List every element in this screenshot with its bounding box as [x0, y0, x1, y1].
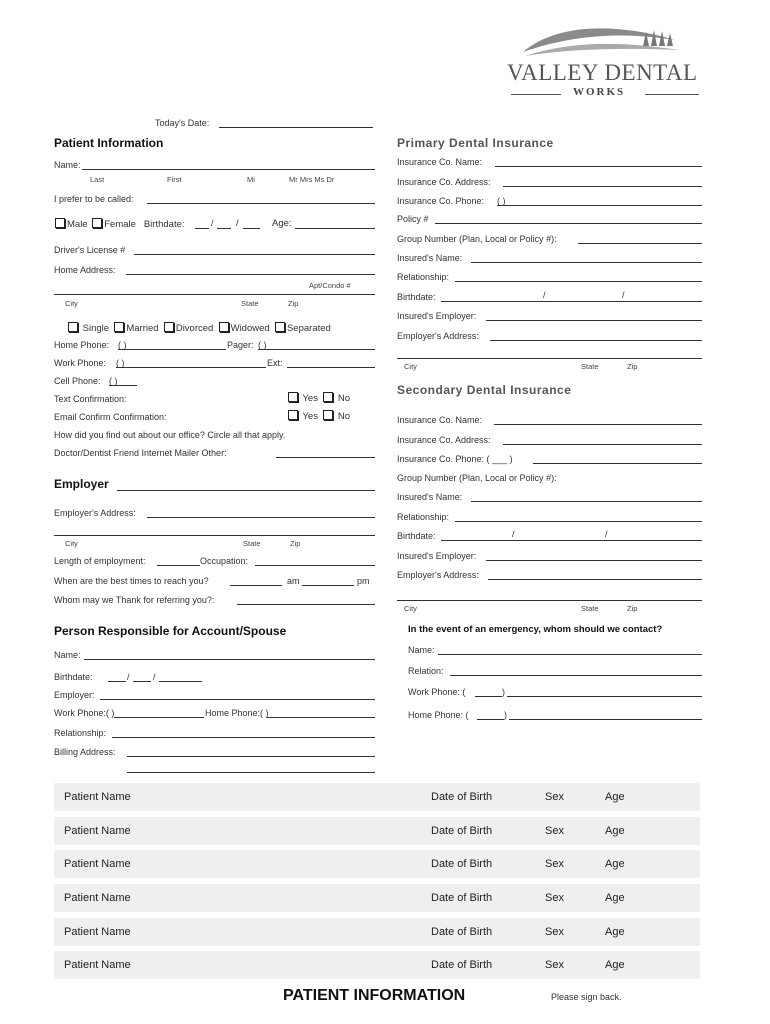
- sex-birth-row: [55, 218, 185, 230]
- patient-name-cell: Patient Name: [64, 892, 131, 904]
- emg-relation-field[interactable]: [450, 675, 702, 676]
- pri-policy-field[interactable]: [435, 223, 702, 224]
- female-label: Female: [104, 219, 136, 230]
- cell-phone-label: Cell Phone:: [54, 376, 101, 386]
- resp-name-field[interactable]: [84, 659, 375, 660]
- text-conf-options: [288, 392, 350, 404]
- yes-label: Yes: [302, 393, 318, 404]
- widowed-checkbox[interactable]: [219, 322, 229, 332]
- birth-day-field[interactable]: [217, 228, 231, 229]
- footer-title: PATIENT INFORMATION: [283, 987, 466, 1004]
- married-checkbox[interactable]: [114, 322, 124, 332]
- slash: /: [543, 290, 546, 300]
- billing-label: Billing Address:: [54, 747, 116, 757]
- prefer-field[interactable]: [147, 203, 375, 204]
- home-address-label: Home Address:: [54, 265, 116, 275]
- responsible-title: Person Responsible for Account/Spouse: [54, 624, 287, 638]
- home-phone-label: Home Phone:: [54, 340, 110, 350]
- single-label: Single: [82, 323, 110, 334]
- emg-work-area-field[interactable]: [475, 696, 502, 697]
- cell-phone-field[interactable]: [109, 385, 137, 386]
- logo-sub: WORKS: [573, 86, 626, 98]
- city-line[interactable]: [54, 294, 375, 295]
- sec-insured-employer-field[interactable]: [486, 560, 702, 561]
- last-caption: Last: [90, 175, 105, 184]
- sec-co-name-field[interactable]: [494, 424, 702, 425]
- age-cell: Age: [605, 825, 625, 837]
- pri-group-field[interactable]: [578, 243, 702, 244]
- logo-name: VALLEY DENTAL: [507, 60, 698, 85]
- pager-paren: ( ): [258, 340, 267, 350]
- sign-note: Please sign back.: [551, 992, 622, 1002]
- name-field[interactable]: [82, 169, 375, 170]
- pri-city-line[interactable]: [397, 358, 702, 359]
- widowed-label: Widowed: [230, 323, 270, 334]
- pri-group-label: Group Number (Plan, Local or Policy #):: [397, 234, 557, 244]
- resp-work-phone-field[interactable]: [114, 717, 204, 718]
- pri-insured-name-field[interactable]: [471, 262, 702, 263]
- resp-employer-label: Employer:: [54, 690, 95, 700]
- slash: /: [236, 218, 239, 228]
- mi-caption: Mi: [247, 175, 255, 184]
- prefer-label: I prefer to be called:: [54, 194, 134, 204]
- pri-co-address-field[interactable]: [503, 186, 702, 187]
- ext-label: Ext:: [267, 358, 283, 368]
- city-caption: City: [65, 299, 78, 308]
- divorced-checkbox[interactable]: [164, 322, 174, 332]
- primary-title: Primary Dental Insurance: [397, 136, 554, 150]
- patient-name-cell: Patient Name: [64, 926, 131, 938]
- sex-cell: Sex: [545, 892, 564, 904]
- pri-birthdate-label: Birthdate:: [397, 292, 436, 302]
- resp-work-phone-label: Work Phone:( ): [54, 708, 115, 718]
- sex-cell: Sex: [545, 858, 564, 870]
- pri-policy-label: Policy #: [397, 214, 429, 224]
- sec-birthdate-label: Birthdate:: [397, 531, 436, 541]
- male-label: Male: [67, 219, 88, 230]
- emg-work-phone-label: Work Phone: (: [408, 687, 466, 697]
- paren-close: ): [504, 710, 507, 720]
- resp-birthdate-label: Birthdate:: [54, 672, 93, 682]
- billing-field[interactable]: [127, 756, 375, 757]
- birth-month-field[interactable]: [195, 228, 209, 229]
- text-conf-label: Text Confirmation:: [54, 394, 127, 404]
- resp-name-label: Name:: [54, 650, 81, 660]
- sec-birthdate-field[interactable]: [441, 540, 702, 541]
- zip-caption: Zip: [290, 539, 301, 548]
- age-label: Age:: [272, 218, 292, 229]
- pri-co-address-label: Insurance Co. Address:: [397, 177, 491, 187]
- sec-insured-name-label: Insured's Name:: [397, 492, 463, 502]
- birthdate-label: Birthdate:: [143, 219, 185, 230]
- pri-co-phone-paren: ( ): [497, 196, 506, 206]
- age-cell: Age: [605, 892, 625, 904]
- sec-co-phone-label: Insurance Co. Phone: ( ___ ): [397, 454, 513, 464]
- email-conf-options: [288, 410, 350, 422]
- am-field[interactable]: [230, 585, 282, 586]
- slash: /: [605, 529, 608, 539]
- pri-employer-address-field[interactable]: [490, 340, 702, 341]
- sec-co-address-field[interactable]: [503, 444, 702, 445]
- separated-checkbox[interactable]: [275, 322, 285, 332]
- dob-cell: Date of Birth: [431, 858, 493, 870]
- employer-address-label: Employer's Address:: [54, 508, 136, 518]
- table-row[interactable]: [54, 850, 700, 878]
- pri-employer-address-label: Employer's Address:: [397, 331, 479, 341]
- dob-cell: Date of Birth: [431, 825, 493, 837]
- divorced-label: Divorced: [175, 323, 214, 334]
- patient-name-cell: Patient Name: [64, 791, 131, 803]
- separated-label: Separated: [286, 323, 331, 334]
- sec-relationship-label: Relationship:: [397, 512, 450, 522]
- sex-cell: Sex: [545, 926, 564, 938]
- resp-relationship-field[interactable]: [112, 737, 375, 738]
- city-caption: City: [404, 604, 417, 613]
- home-phone-field[interactable]: [118, 349, 226, 350]
- slash: /: [622, 290, 625, 300]
- yes-label: Yes: [302, 411, 318, 422]
- sex-cell: Sex: [545, 959, 564, 971]
- dob-cell: Date of Birth: [431, 791, 493, 803]
- pri-co-phone-field[interactable]: [497, 205, 702, 206]
- pm-field[interactable]: [302, 585, 354, 586]
- sec-insured-employer-label: Insured's Employer:: [397, 551, 477, 561]
- text-no-checkbox[interactable]: [323, 392, 333, 402]
- patient-section-title: Patient Information: [54, 136, 164, 150]
- today-date-field[interactable]: [219, 127, 373, 128]
- age-field[interactable]: [295, 228, 375, 229]
- resp-home-phone-label: Home Phone:( ): [205, 708, 269, 718]
- referral-label: Whom may we Thank for referring you?:: [54, 595, 215, 605]
- length-field[interactable]: [157, 565, 200, 566]
- dob-cell: Date of Birth: [431, 926, 493, 938]
- patient-name-cell: Patient Name: [64, 959, 131, 971]
- employer-title: Employer: [54, 477, 109, 491]
- ext-field[interactable]: [287, 367, 375, 368]
- pri-birthdate-field[interactable]: [441, 301, 702, 302]
- patient-name-cell: Patient Name: [64, 858, 131, 870]
- email-conf-label: Email Confirm Confirmation:: [54, 412, 167, 422]
- pri-relationship-label: Relationship:: [397, 272, 450, 282]
- marital-row: [68, 322, 331, 334]
- license-label: Driver's License #: [54, 245, 126, 255]
- find-out-label: How did you find out about our office? Circle all that apply.: [54, 430, 286, 440]
- today-date-label: Today's Date:: [155, 118, 210, 128]
- employer-field[interactable]: [117, 490, 375, 491]
- apt-caption: Apt/Condo #: [309, 281, 351, 290]
- table-row[interactable]: [54, 918, 700, 946]
- sec-co-name-label: Insurance Co. Name:: [397, 415, 483, 425]
- employer-address-field[interactable]: [147, 517, 375, 518]
- emg-work-phone-field[interactable]: [507, 696, 702, 697]
- sec-city-line[interactable]: [397, 600, 702, 601]
- sec-employer-address-label: Employer's Address:: [397, 570, 479, 580]
- resp-home-phone-field[interactable]: [267, 717, 375, 718]
- patient-name-cell: Patient Name: [64, 825, 131, 837]
- no-label: No: [337, 411, 351, 422]
- resp-birth-day[interactable]: [133, 681, 151, 682]
- age-cell: Age: [605, 858, 625, 870]
- sources-options[interactable]: Doctor/Dentist Friend Internet Mailer Other:: [54, 448, 227, 458]
- work-phone-field[interactable]: [116, 367, 266, 368]
- email-no-checkbox[interactable]: [323, 410, 333, 420]
- emergency-title: In the event of an emergency, whom should we contact?: [408, 624, 663, 635]
- sec-co-phone-field[interactable]: [533, 463, 702, 464]
- logo: [505, 22, 705, 104]
- resp-birth-year[interactable]: [159, 681, 202, 682]
- sec-insured-name-field[interactable]: [471, 501, 702, 502]
- emg-home-phone-label: Home Phone: (: [408, 710, 469, 720]
- emg-home-phone-field[interactable]: [509, 719, 702, 720]
- emg-relation-label: Relation:: [408, 666, 444, 676]
- table-row[interactable]: [54, 817, 700, 845]
- pri-co-name-field[interactable]: [495, 166, 702, 167]
- sex-cell: Sex: [545, 825, 564, 837]
- slash: /: [153, 672, 156, 682]
- referral-field[interactable]: [237, 604, 375, 605]
- best-times-label: When are the best times to reach you?: [54, 576, 209, 586]
- work-phone-paren: ( ): [116, 358, 125, 368]
- pri-relationship-field[interactable]: [455, 281, 702, 282]
- age-cell: Age: [605, 926, 625, 938]
- resp-relationship-label: Relationship:: [54, 728, 107, 738]
- sec-employer-address-field[interactable]: [488, 579, 702, 580]
- birth-year-field[interactable]: [243, 228, 260, 229]
- age-cell: Age: [605, 791, 625, 803]
- work-phone-label: Work Phone:: [54, 358, 106, 368]
- pri-insured-name-label: Insured's Name:: [397, 253, 463, 263]
- no-label: No: [337, 393, 351, 404]
- age-cell: Age: [605, 959, 625, 971]
- sec-group-label: Group Number (Plan, Local or Policy #):: [397, 473, 557, 483]
- pm-label: pm: [357, 576, 370, 586]
- pri-co-phone-label: Insurance Co. Phone:: [397, 196, 485, 206]
- slash: /: [127, 672, 130, 682]
- emg-name-label: Name:: [408, 645, 435, 655]
- male-checkbox[interactable]: [55, 218, 65, 228]
- resp-employer-field[interactable]: [100, 699, 375, 700]
- table-row[interactable]: [54, 884, 700, 912]
- table-row[interactable]: [54, 951, 700, 979]
- length-label: Length of employment:: [54, 556, 146, 566]
- dob-cell: Date of Birth: [431, 892, 493, 904]
- pager-label: Pager:: [227, 340, 254, 350]
- zip-caption: Zip: [288, 299, 299, 308]
- home-phone-paren: ( ): [118, 340, 127, 350]
- text-yes-checkbox[interactable]: [288, 392, 298, 402]
- am-label: am: [287, 576, 300, 586]
- other-field[interactable]: [276, 457, 375, 458]
- paren-close: ): [502, 687, 505, 697]
- sec-relationship-field[interactable]: [455, 521, 702, 522]
- state-caption: State: [581, 362, 599, 371]
- state-caption: State: [241, 299, 259, 308]
- state-caption: State: [243, 539, 261, 548]
- emg-home-area-field[interactable]: [477, 719, 504, 720]
- first-caption: First: [167, 175, 182, 184]
- resp-birth-month[interactable]: [108, 681, 126, 682]
- slash: /: [211, 218, 214, 228]
- single-checkbox[interactable]: [68, 322, 78, 332]
- emg-name-field[interactable]: [438, 654, 702, 655]
- dob-cell: Date of Birth: [431, 959, 493, 971]
- pager-field[interactable]: [258, 349, 375, 350]
- pri-insured-employer-label: Insured's Employer:: [397, 311, 477, 321]
- secondary-title: Secondary Dental Insurance: [397, 383, 572, 397]
- license-field[interactable]: [134, 254, 375, 255]
- pri-insured-employer-field[interactable]: [486, 320, 702, 321]
- titles-caption: Mr Mrs Ms Dr: [289, 175, 335, 184]
- city-caption: City: [404, 362, 417, 371]
- occupation-label: Occupation:: [200, 556, 249, 566]
- table-row[interactable]: [54, 783, 700, 811]
- zip-caption: Zip: [627, 604, 638, 613]
- employer-city-line[interactable]: [54, 535, 375, 536]
- city-caption: City: [65, 539, 78, 548]
- email-yes-checkbox[interactable]: [288, 410, 298, 420]
- cell-phone-paren: ( ): [109, 376, 118, 386]
- name-label: Name:: [54, 160, 81, 170]
- billing-field-2[interactable]: [127, 772, 375, 773]
- sec-co-address-label: Insurance Co. Address:: [397, 435, 491, 445]
- occupation-field[interactable]: [255, 565, 375, 566]
- married-label: Married: [126, 323, 159, 334]
- sex-cell: Sex: [545, 791, 564, 803]
- pri-co-name-label: Insurance Co. Name:: [397, 157, 483, 167]
- home-address-field[interactable]: [126, 274, 375, 275]
- slash: /: [512, 529, 515, 539]
- zip-caption: Zip: [627, 362, 638, 371]
- female-checkbox[interactable]: [92, 218, 102, 228]
- state-caption: State: [581, 604, 599, 613]
